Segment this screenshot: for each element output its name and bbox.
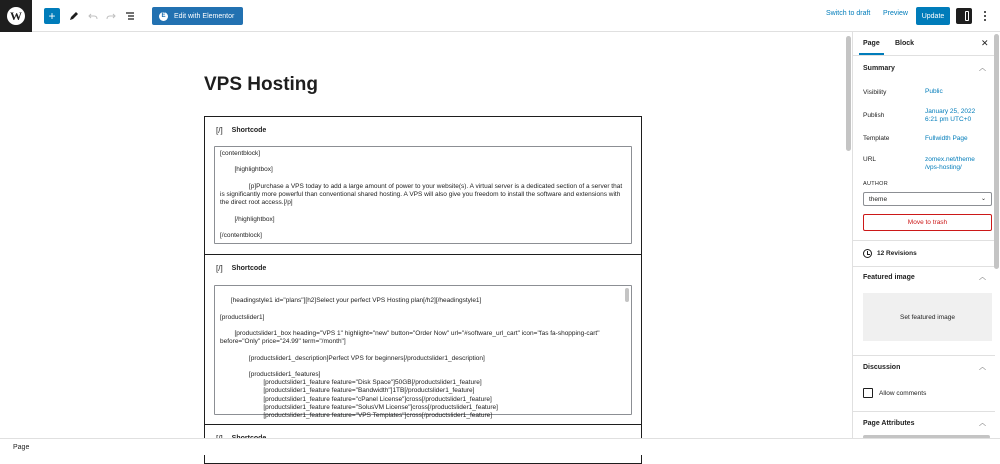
allow-comments-checkbox[interactable] [863,388,873,398]
switch-to-draft-button[interactable]: Switch to draft [826,10,871,17]
allow-comments-label: Allow comments [879,389,927,397]
redo-button[interactable] [104,8,118,24]
publish-date[interactable]: January 25, 2022 [925,108,976,115]
shortcode-textarea[interactable] [214,285,632,420]
editor-header [0,0,1000,32]
breadcrumb-page[interactable]: Page [13,444,30,451]
wordpress-logo-icon: W [7,7,25,25]
shortcode-textarea[interactable]: [contentblock] [highlightbox] [p]Purchase a VPS today to add a large amount of power to your website(s). A virtual server is a dedicated section of a server that is significantly more powerful than conventional shared hosting. A VPS will also give you freedom to install the software and extensions with the direct root access.[/p] [/highlightbox] [/contentblock] [214,146,632,244]
edit-tools-button[interactable] [67,8,81,24]
block-breadcrumb-bar [0,438,1000,455]
block-header [216,264,266,273]
shortcode-block[interactable] [204,116,642,255]
url-value-line1[interactable]: zomex.net/theme [925,156,975,163]
more-vertical-icon [984,11,986,13]
pencil-icon [69,11,79,21]
url-label: URL [863,156,877,163]
undo-icon [88,11,98,21]
author-select[interactable] [863,192,992,206]
redo-icon [106,11,116,21]
template-value[interactable]: Fullwidth Page [925,135,968,142]
set-featured-image-button[interactable] [863,293,992,341]
shortcode-textarea-content: [headingstyle1 id="plans"][h2]Select your perfect VPS Hosting plan[/h2][/headingstyle1] [productslider1] [productslider1_box heading="VPS 1" highlight="new" button="Order Now" url="#software_url_cart" icon="fas fa-shopping-cart" before="Only" price="24.99" term="/month"] [productslider1_description]Perfect VPS for beginners[/productslider1_description] [productslider1_features] [productslider1_feature feature="Disk Space"]50GB[/productslider1_feature] [productslider1_feature feature="Bandwidth"]1TB[/productslider1_feature] [productslider1_feature feature="cPanel License"]cross[/productslider1_feature] [productslider1_feature feature="SolusVM License"]cross[/productslider1_feature] [productslider1_feature feature="VPS Templates"]cross[/productslider1_feature] [220,297,600,420]
options-menu-button[interactable] [979,8,991,24]
page-attributes-heading[interactable]: Page Attributes [863,420,915,427]
undo-button[interactable] [86,8,100,24]
chevron-up-icon[interactable]: ︿ [979,65,986,72]
shortcode-block[interactable] [204,254,642,425]
author-label: AUTHOR [863,181,889,187]
chevron-up-icon[interactable]: ︿ [979,364,986,371]
block-label: Shortcode [231,265,267,272]
wordpress-logo[interactable] [0,0,32,32]
summary-heading[interactable]: Summary [863,65,895,72]
revisions-link[interactable] [863,249,917,258]
editor-canvas [0,32,845,438]
block-header [216,126,266,135]
chevron-up-icon[interactable]: ︿ [979,420,986,427]
author-select-value: theme [869,196,888,203]
visibility-value[interactable]: Public [925,88,943,95]
preview-button[interactable]: Preview [883,10,908,17]
publish-time[interactable]: 6:21 pm UTC+0 [925,116,972,123]
publish-label: Publish [863,112,885,119]
move-to-trash-button[interactable]: Move to trash [863,214,992,231]
discussion-heading[interactable]: Discussion [863,364,901,371]
close-sidebar-icon[interactable]: ✕ [981,38,989,48]
settings-sidebar [852,32,994,438]
revisions-label: 12 Revisions [877,250,917,257]
shortcode-icon: [/] [216,264,223,273]
url-value-line2[interactable]: /vps-hosting/ [925,164,962,171]
divider [853,411,995,412]
block-label: Shortcode [231,127,267,134]
page-title[interactable]: VPS Hosting [204,74,319,95]
elementor-icon: E [159,12,168,21]
chevron-up-icon[interactable]: ︿ [979,274,986,281]
divider [853,240,995,241]
sidebar-scrollbar[interactable] [994,34,999,438]
textarea-scrollbar[interactable] [625,288,629,302]
list-view-icon [125,11,135,21]
tab-block[interactable]: Block [895,40,915,47]
edit-with-elementor-button[interactable] [152,7,243,25]
divider [853,355,995,356]
sidebar-toggle-icon [965,11,969,21]
add-block-button[interactable]: + [44,8,60,24]
sidebar-tabs [853,32,995,56]
allow-comments-checkbox-row[interactable] [863,388,926,398]
settings-button[interactable] [956,8,972,24]
visibility-label: Visibility [863,89,887,96]
set-featured-image-label: Set featured image [900,313,955,321]
featured-image-heading[interactable]: Featured image [863,274,915,281]
elementor-button-label: Edit with Elementor [174,12,235,20]
template-label: Template [863,135,890,142]
canvas-scrollbar[interactable] [846,34,851,438]
history-icon [863,249,872,258]
chevron-down-icon: ⌄ [980,196,986,202]
divider [853,266,995,267]
document-overview-button[interactable] [123,8,137,24]
shortcode-icon: [/] [216,126,223,135]
tab-page[interactable]: Page [863,40,880,47]
update-button[interactable]: Update [916,7,950,25]
